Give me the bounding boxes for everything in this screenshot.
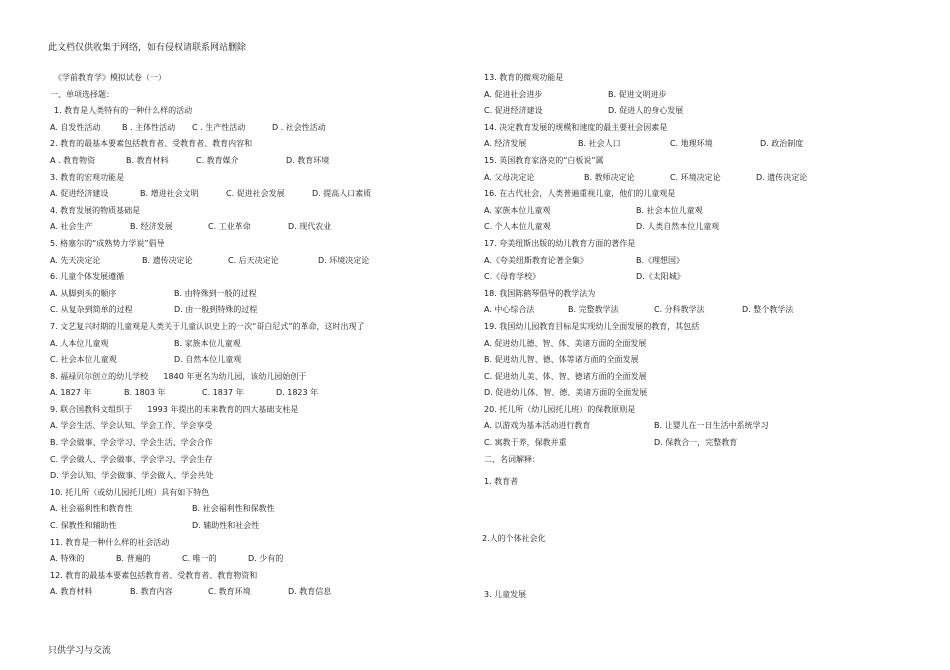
question-4: 4. 教育发展的物质基础是 xyxy=(50,205,141,215)
question-6: 6. 儿童个体发展遵循 xyxy=(50,272,125,282)
option-c: C. 从复杂到简单的过程 xyxy=(50,305,133,315)
option-b: B.《理想国》 xyxy=(636,255,685,265)
options-q6-ab xyxy=(50,286,470,303)
option-a: A. 自发性活动 xyxy=(50,122,101,132)
option-a: A. 社会生产 xyxy=(50,222,93,232)
footer-note: 只供学习与交流 xyxy=(48,646,112,656)
options-q16-cd xyxy=(484,219,914,236)
options-q14 xyxy=(484,136,914,153)
question-7: 7. 文艺复兴时期的儿童观是人类关于儿童认识史上的一次“哥白尼式”的革命，这时出现了 xyxy=(50,321,365,331)
option-c: C. 促进幼儿美、体、智、德诸方面的全面发展 xyxy=(484,371,647,381)
question-9: 9. 联合国教科文组织于 1993 年提出的未来教育的四大基础支柱是 xyxy=(50,404,299,414)
section-choice-heading: 一、单项选择题： xyxy=(50,89,114,99)
term-2: 2.人的个体社会化 xyxy=(482,533,546,543)
option-b: B. 促进文明进步 xyxy=(608,89,667,99)
answer-space-1 xyxy=(484,491,914,531)
question-15: 15. 英国教育家洛克的“白板说”属 xyxy=(484,155,604,165)
right-column xyxy=(484,70,914,604)
option-a: A. 教育材料 xyxy=(50,587,93,597)
question-17: 17. 夸美纽斯出版的幼儿教育方面的著作是 xyxy=(484,238,636,248)
question-13: 13. 教育的微观功能是 xyxy=(484,73,564,82)
option-a: A. 以游戏为基本活动进行教育 xyxy=(484,421,591,431)
option-d: D. 现代农业 xyxy=(288,222,332,232)
options-q20-cd xyxy=(484,435,914,452)
option-d: D. 促进幼儿体、智、德、美诸方面的全面发展 xyxy=(484,388,648,398)
option-d: D. 辅助性和社会性 xyxy=(192,521,260,531)
option-a: A. 人本位儿童观 xyxy=(50,338,109,348)
option-c: C. 社会本位儿童观 xyxy=(50,355,117,365)
option-b: B. 家族本位儿童观 xyxy=(174,338,241,348)
option-b: B. 教育材料 xyxy=(126,155,169,165)
option-b: B. 遗传决定论 xyxy=(142,255,193,265)
option-c: C. 保教性和辅助性 xyxy=(50,521,117,531)
options-q11 xyxy=(50,551,470,568)
option-a: A . 教育物资 xyxy=(50,155,96,165)
options-q17-ab xyxy=(484,253,914,270)
question-2: 2. 教育的最基本要素包括教育者、受教育者、教育内容和 xyxy=(50,139,253,149)
question-10: 10. 托儿所（或幼儿园托儿班）具有如下特色 xyxy=(50,487,210,497)
option-c: C. 分科教学法 xyxy=(654,305,705,315)
options-q10-cd xyxy=(50,518,470,535)
option-a: A. 学会生活、学会认知、学会工作、学会享受 xyxy=(50,421,213,431)
option-c: C. 寓教于养，保教并重 xyxy=(484,438,567,448)
option-b: B. 教师决定论 xyxy=(584,172,635,182)
option-d: D. 1823 年 xyxy=(276,388,319,398)
options-q13-cd xyxy=(484,103,914,120)
option-d: D. 教育信息 xyxy=(288,587,332,597)
question-1: 1. 教育是人类特有的一种什么样的活动 xyxy=(54,106,193,116)
option-a: A. 社会福利性和教育性 xyxy=(50,504,133,514)
option-a: A. 1827 年 xyxy=(50,388,92,398)
options-q8 xyxy=(50,385,470,402)
option-a: A. 促进社会进步 xyxy=(484,89,543,99)
option-b: B. 促进幼儿智、德、体等诸方面的全面发展 xyxy=(484,355,639,365)
option-b: B. 教育内容 xyxy=(130,587,173,597)
option-c: C. 学会做人、学会做事、学会学习、学会生存 xyxy=(50,454,213,464)
options-q13-ab xyxy=(484,87,914,104)
option-a: A. 促进经济建设 xyxy=(50,189,109,199)
option-c: C. 地理环境 xyxy=(670,139,713,149)
option-b: B. 学会做事、学会学习、学会生活、学会合作 xyxy=(50,438,213,448)
option-a: A. 父母决定论 xyxy=(484,172,535,182)
header-note: 此文档仅供收集于网络，如有侵权请联系网站删除 xyxy=(48,43,247,53)
option-b: B. 经济发展 xyxy=(130,222,173,232)
option-c: C. 1837 年 xyxy=(202,388,244,398)
options-q4 xyxy=(50,219,470,236)
option-b: B. 由特殊到一般的过程 xyxy=(174,288,257,298)
option-a: A. 先天决定论 xyxy=(50,255,101,265)
option-d: D. 保教合一，完整教育 xyxy=(654,438,738,448)
option-b: B. 增进社会文明 xyxy=(140,189,199,199)
option-b: B. 社会福利性和保教性 xyxy=(192,504,275,514)
question-16: 16. 在古代社会，人类普遍重视儿童，他们的儿童观是 xyxy=(484,189,676,199)
option-b: B . 主体性活动 xyxy=(122,122,176,132)
option-d: D. 自然本位儿童观 xyxy=(174,355,242,365)
option-d: D. 提高人口素质 xyxy=(312,189,372,199)
option-c: C. 促进经济建设 xyxy=(484,106,543,116)
option-d: D. 人类自然本位儿童观 xyxy=(636,222,720,232)
options-q5 xyxy=(50,253,470,270)
options-q18 xyxy=(484,302,914,319)
option-c: C.《母育学校》 xyxy=(484,272,541,282)
option-b: B. 完整教学法 xyxy=(568,305,619,315)
option-a: A.《夸美纽斯教育论著全集》 xyxy=(484,255,588,265)
option-d: D. 整个教学法 xyxy=(742,305,794,315)
options-q20-ab xyxy=(484,418,914,435)
option-d: D. 环境决定论 xyxy=(318,255,370,265)
option-b: B. 普遍的 xyxy=(116,554,151,564)
options-q10-ab xyxy=(50,501,470,518)
options-q12 xyxy=(50,584,470,601)
option-b: B. 社会人口 xyxy=(578,139,621,149)
option-c: C. 唯一的 xyxy=(182,554,217,564)
options-q6-cd xyxy=(50,302,470,319)
question-14: 14. 决定教育发展的规模和速度的最主要社会因素是 xyxy=(484,122,668,132)
options-q7-ab xyxy=(50,336,470,353)
answer-space-2 xyxy=(484,547,914,587)
exam-title: 《学前教育学》模拟试卷（一） xyxy=(54,73,166,82)
option-d: D. 政治制度 xyxy=(760,139,804,149)
option-d: D. 遗传决定论 xyxy=(756,172,808,182)
term-3: 3. 儿童发展 xyxy=(484,590,527,600)
options-q1 xyxy=(50,120,470,137)
options-q17-cd xyxy=(484,269,914,286)
question-3: 3. 教育的宏观功能是 xyxy=(50,172,125,182)
options-q2 xyxy=(50,153,470,170)
question-20: 20. 托儿所（幼儿园托儿班）的保教原则是 xyxy=(484,404,636,414)
option-d: D. 促进人的身心发展 xyxy=(608,106,684,116)
option-a: A. 特殊的 xyxy=(50,554,85,564)
option-d: D. 由一般到特殊的过程 xyxy=(174,305,258,315)
options-q3 xyxy=(50,186,470,203)
question-8: 8. 福禄贝尔创立的幼儿学校 1840 年更名为幼儿园，该幼儿园始创于 xyxy=(50,371,307,381)
option-d: D. 教育环境 xyxy=(286,155,330,165)
question-5: 5. 格塞尔的“成熟势力学说”倡导 xyxy=(50,238,165,248)
option-c: C. 教育环境 xyxy=(208,587,251,597)
question-11: 11. 教育是一种什么样的社会活动 xyxy=(50,537,170,547)
question-19: 19. 我国幼儿园教育目标是实现幼儿全面发展的教育，其包括 xyxy=(484,321,700,331)
option-c: C. 个人本位儿童观 xyxy=(484,222,551,232)
question-12: 12. 教育的最基本要素包括教育者、受教育者、教育物资和 xyxy=(50,570,258,580)
option-c: C. 工业革命 xyxy=(208,222,251,232)
option-b: B. 让婴儿在一日生活中系统学习 xyxy=(654,421,769,431)
option-c: C. 教育媒介 xyxy=(196,155,239,165)
option-a: A. 中心综合法 xyxy=(484,305,535,315)
left-column xyxy=(50,70,470,601)
option-d: D. 学会认知、学会做事、学会做人、学会共处 xyxy=(50,471,214,481)
options-q16-ab xyxy=(484,203,914,220)
option-d: D.《太阳城》 xyxy=(636,272,685,282)
option-c: C . 生产性活动 xyxy=(192,122,246,132)
option-c: C. 促进社会发展 xyxy=(226,189,285,199)
option-d: D. 少有的 xyxy=(248,554,284,564)
options-q7-cd xyxy=(50,352,470,369)
option-b: B. 1803 年 xyxy=(124,388,166,398)
option-b: B. 社会本位儿童观 xyxy=(636,205,703,215)
option-a: A. 家族本位儿童观 xyxy=(484,205,551,215)
option-d: D . 社会性活动 xyxy=(272,122,326,132)
option-c: C. 环境决定论 xyxy=(670,172,721,182)
option-a: A. 从脚到头的顺序 xyxy=(50,288,117,298)
options-q15 xyxy=(484,170,914,187)
section-terms-heading: 二、名词解释： xyxy=(484,454,540,464)
option-a: A. 促进幼儿德、智、体、美诸方面的全面发展 xyxy=(484,338,647,348)
term-1: 1. 教育者 xyxy=(484,477,519,487)
option-c: C. 后天决定论 xyxy=(228,255,279,265)
option-a: A. 经济发展 xyxy=(484,139,527,149)
question-18: 18. 我国陈鹤琴倡导的教学法为 xyxy=(484,288,596,298)
